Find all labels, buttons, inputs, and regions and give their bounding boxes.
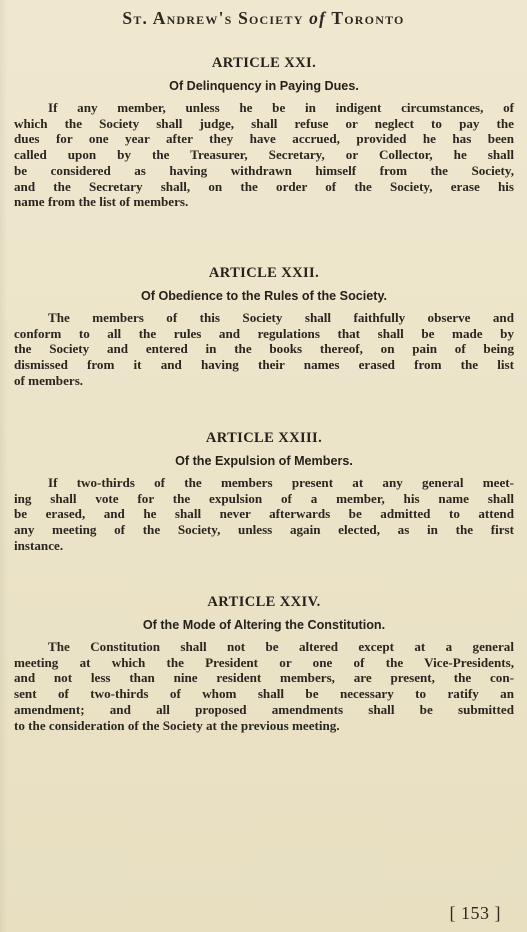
- article-title: ARTICLE XXIV.: [207, 594, 321, 610]
- body-line: and the Secretary shall, on the order of the Society, erase his: [14, 178, 514, 194]
- article-title: ARTICLE XXIII.: [205, 430, 323, 446]
- article-body: [14, 100, 514, 210]
- article-24: [14, 593, 514, 733]
- article-subtitle: Of the Expulsion of Members.: [175, 454, 353, 468]
- running-head-prefix: St. Andrew's Society: [122, 8, 304, 28]
- body-line: If two-thirds of the members present at any general meet-: [48, 475, 514, 490]
- body-line: dismissed from it and having their names erased from the list: [14, 357, 514, 373]
- body-line: meeting at which the President or one of the Vice-Presidents,: [14, 654, 514, 670]
- article-subtitle: Of Delinquency in Paying Dues.: [169, 79, 359, 93]
- article-21: [14, 54, 514, 210]
- body-line: amendment; and all proposed amendments shall be submitted: [14, 701, 514, 717]
- body-line: of members.: [14, 372, 84, 388]
- body-line: The members of this Society shall faithfully observe and: [48, 310, 514, 325]
- running-head-of: of: [309, 8, 327, 28]
- body-line: instance.: [14, 537, 64, 553]
- article-body: [14, 475, 514, 554]
- body-line: and not less than nine resident members, are present, the con-: [14, 670, 514, 686]
- body-line: to the consideration of the Society at the previous meeting.: [14, 717, 340, 733]
- body-line: conform to all the rules and regulations that shall be made by: [14, 325, 514, 341]
- body-line: If any member, unless he be in indigent circumstances, of: [48, 100, 514, 115]
- body-line: sent of two-thirds of whom shall be necessary to ratify an: [14, 686, 514, 702]
- article-22: [14, 264, 514, 389]
- article-subtitle: Of the Mode of Altering the Constitution.: [142, 618, 386, 632]
- body-line: dues for one year after they have accrued, provided he has been: [14, 131, 514, 147]
- body-line: be erased, and he shall never afterwards be admitted to attend: [14, 506, 514, 522]
- body-line: be considered as having withdrawn himself from the Society,: [14, 162, 514, 178]
- article-title: ARTICLE XXII.: [208, 265, 320, 281]
- article-subtitle: Of Obedience to the Rules of the Society.: [140, 289, 388, 303]
- body-line: any meeting of the Society, unless again elected, as in the first: [14, 522, 514, 538]
- article-23: [14, 429, 514, 554]
- body-line: which the Society shall judge, shall refuse or neglect to pay the: [14, 115, 514, 131]
- page-number: [ 153 ]: [449, 903, 501, 923]
- body-line: ing shall vote for the expulsion of a member, his name shall: [14, 490, 514, 506]
- article-title: ARTICLE XXI.: [211, 55, 317, 71]
- running-head: [0, 8, 527, 29]
- body-line: The Constitution shall not be altered except at a general: [48, 639, 514, 654]
- article-body: [14, 310, 514, 389]
- body-line: the Society and entered in the books thereof, on pain of being: [14, 341, 514, 357]
- body-line: name from the list of members.: [14, 194, 189, 210]
- running-head-suffix: Toronto: [331, 8, 405, 28]
- body-line: called upon by the Treasurer, Secretary, or Collector, he shall: [14, 147, 514, 163]
- article-body: [14, 639, 514, 733]
